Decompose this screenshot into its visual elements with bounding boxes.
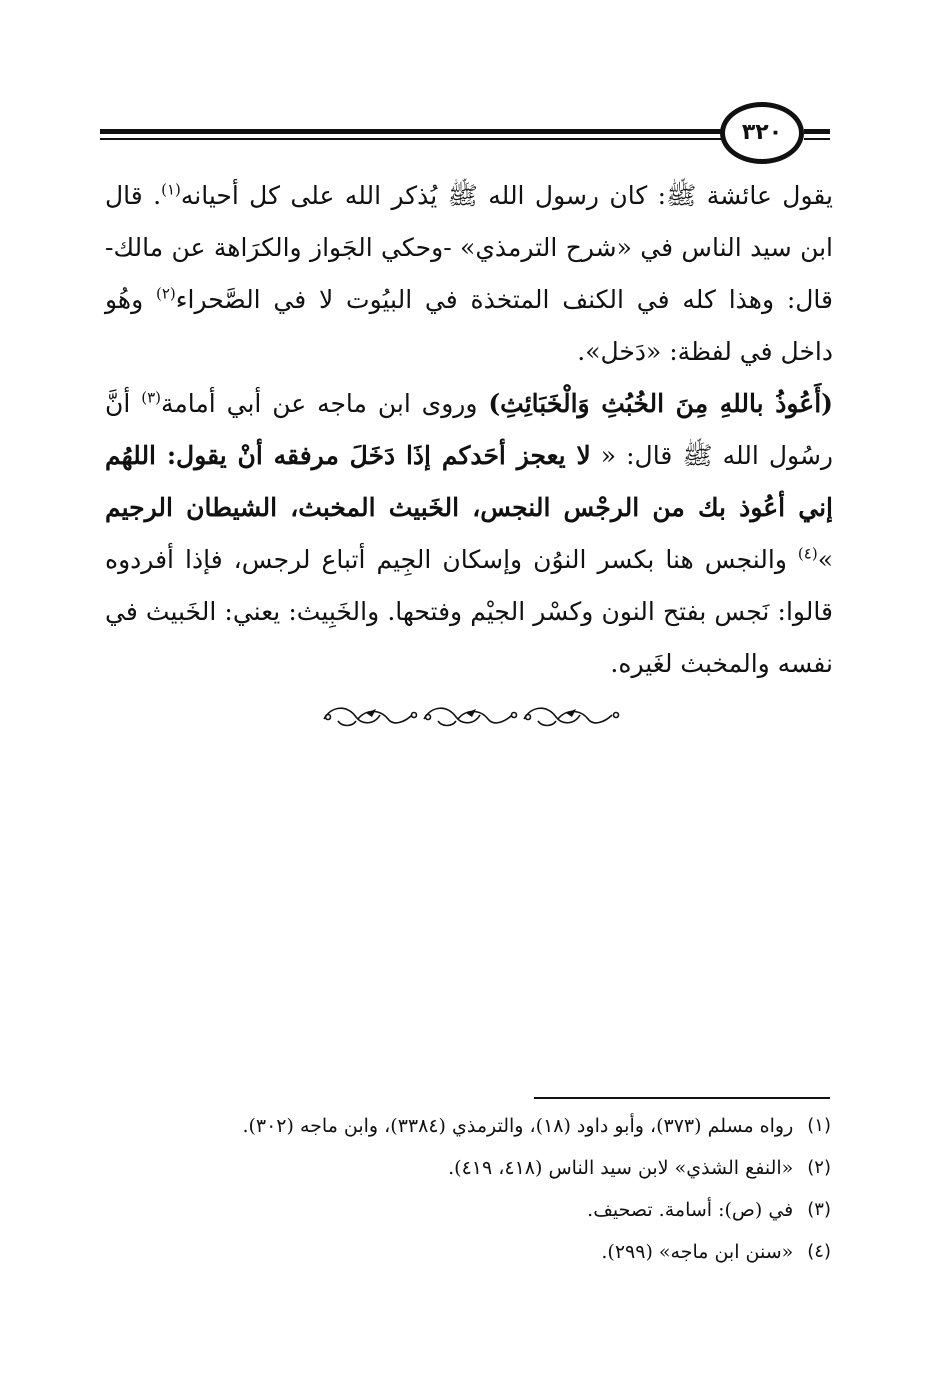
ornament-motif-2: [424, 708, 517, 725]
paragraph-1: [105, 170, 833, 378]
paragraph-2: [105, 378, 833, 690]
paragraph-2-text-4: والنجس هنا بكسر النوُن وإسكان الجِيم أتباع لرجس، فإذا أفردوه قالوا: نَجس بفتح النون وكسْر الجيْم وفتحها. والخَبِيث: يعني: الخَبيث في نفسه والمخبث لغَيره.: [105, 545, 833, 678]
page-number-badge: [720, 102, 804, 164]
footnote-text: «سنن ابن ماجه» (٢٩٩).: [601, 1241, 794, 1263]
paragraph-1-text-2: . قال ابن سيد الناس في «شرح الترمذي» -وحكي الجَواز والكرَاهة عن مالك- قال: وهذا كله في الكنف المتخذة في البيُوت لا في الصَّحراء: [105, 181, 833, 314]
paragraph-2-text-3: »: [817, 545, 833, 574]
footnote-1: [103, 1105, 831, 1147]
footnote-separator: [534, 1097, 830, 1099]
header-rule-tail-thick: [804, 129, 830, 134]
header-rule-thick: [100, 129, 740, 134]
ornament-motif-1: [324, 708, 417, 725]
footnote-4: [103, 1231, 831, 1273]
ornament-leaves: [366, 709, 576, 717]
footnote-number: (٤): [807, 1241, 831, 1262]
footnote-number: (١): [807, 1115, 831, 1136]
paragraph-2-text-1: وروى ابن ماجه عن أبي أمامة: [160, 389, 489, 418]
footnote-ref-3: (٣): [141, 388, 161, 407]
paragraph-1-text-3: وهُو داخل في لفظة: «دَخل».: [105, 285, 833, 366]
footnote-number: (٢): [807, 1157, 831, 1178]
footnote-2: [103, 1147, 831, 1189]
footnote-ref-1: (١): [161, 180, 181, 199]
hadith-quote: لا يعجز أحَدكم إذَا دَخَلَ مرفقه أنْ يقول: اللهُم إني أعُوذ بك من الرجْس النجس، الخَبيث المخبث، الشيطان الرجيم: [105, 441, 833, 522]
header-rule-tail-thin: [804, 138, 830, 140]
footnote-text: رواه مسلم (٣٧٣)، وأبو داود (١٨)، والترمذي (٣٣٨٤)، وابن ماجه (٣٠٢).: [242, 1115, 794, 1137]
paragraph-1-text-1: يقول عائشة ﷺ: كان رسول الله ﷺ يُذكر الله على كل أحيانه: [180, 181, 833, 210]
footnote-number: (٣): [807, 1199, 831, 1220]
footnotes: [103, 1105, 831, 1273]
footnote-text: «النفع الشذي» لابن سيد الناس (٤١٨، ٤١٩).: [448, 1157, 794, 1179]
heading-quote: (أَعُوذُ باللهِ مِنَ الخُبُثِ وَالْخَبَائِثِ): [488, 389, 833, 418]
ornament-motif-3: [524, 708, 619, 725]
footnote-ref-4: (٤): [797, 544, 818, 563]
page-header: [100, 100, 840, 172]
footnote-3: [103, 1189, 831, 1231]
paragraph-2-text-2: أنَّ رسُول الله ﷺ قال: «: [105, 389, 833, 470]
footnote-ref-2: (٢): [155, 284, 176, 303]
ornament-divider: [318, 697, 628, 733]
main-text: [105, 170, 833, 690]
page-number: ٣٢٠: [741, 120, 783, 145]
header-rule-thin: [100, 138, 740, 140]
footnote-text: في (ص): أسامة. تصحيف.: [587, 1199, 794, 1221]
